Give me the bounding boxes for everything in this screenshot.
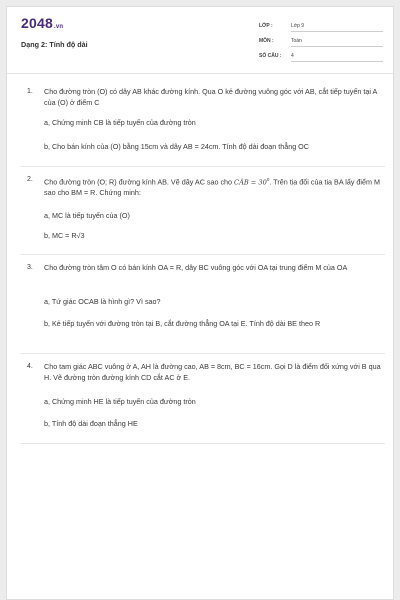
question-number: 3. xyxy=(27,264,33,271)
question-1-part-a: a, Chứng minh CB là tiếp tuyến của đường tròn xyxy=(44,118,196,127)
question-2-part-b: b, MC = R√3 xyxy=(44,231,85,240)
meta-label-subject: MÔN : xyxy=(259,38,274,44)
question-stem xyxy=(44,175,382,198)
angle-expression: CÂB = 30 xyxy=(234,178,267,187)
meta-label-count: SỐ CÂU : xyxy=(259,53,282,59)
question-2-part-a: a, MC là tiếp tuyến của (O) xyxy=(44,211,130,220)
question-3-part-a: a, Tứ giác OCAB là hình gì? Vì sao? xyxy=(44,297,161,306)
worksheet-title: Dạng 2: Tính độ dài xyxy=(21,40,88,49)
meta-row-class xyxy=(259,22,385,34)
logo-suffix: .vn xyxy=(53,24,64,30)
question-stem: Cho đường tròn (O) có dây AB khác đường kính. Qua O kẻ đường vuông góc với AB, cắt tiếp tuyến tại A của (O) ở điểm C xyxy=(44,87,377,107)
logo-text: 2048 xyxy=(21,15,53,31)
meta-value-subject: Toán xyxy=(291,38,383,47)
question-separator xyxy=(21,443,385,444)
question-number: 2. xyxy=(27,176,33,183)
question-number: 1. xyxy=(27,88,33,95)
stem-text-before: Cho đường tròn (O; R) đường kính AB. Vẽ dây AC sao cho xyxy=(44,177,235,187)
question-separator xyxy=(21,353,385,354)
meta-value-class: Lớp 9 xyxy=(291,23,383,32)
degree-superscript: 0 xyxy=(266,177,270,182)
question-stem: Cho đường tròn tâm O có bán kính OA = R, dây BC vuông góc với OA tại trung điểm M của OA xyxy=(44,263,348,272)
worksheet-header xyxy=(7,7,393,69)
question-separator xyxy=(21,166,385,167)
meta-label-class: LỚP : xyxy=(259,23,273,29)
meta-row-subject xyxy=(259,37,385,49)
question-stem: Cho tam giác ABC vuông ở A, AH là đường cao, AB = 8cm, BC = 16cm. Gọi D là điểm đối xứng với B qua H. Vẽ đường tròn đường kính CD cắt AC ở E. xyxy=(44,362,381,382)
header-divider xyxy=(7,73,393,74)
question-4-part-b: b, Tính độ dài đoạn thẳng HE xyxy=(44,419,138,428)
question-3-part-b: b, Kẻ tiếp tuyến với đường tròn tại B, cắt đường thẳng OA tại E. Tính độ dài BE theo R xyxy=(44,319,321,328)
meta-value-count: 4 xyxy=(291,53,383,62)
meta-row-count xyxy=(259,52,385,64)
question-separator xyxy=(21,254,385,255)
question-4-part-a: a, Chứng minh HE là tiếp tuyến của đường tròn xyxy=(44,397,196,406)
question-number: 4. xyxy=(27,363,33,370)
question-1-part-b: b, Cho bán kính của (O) bằng 15cm và dây AB = 24cm. Tính độ dài đoạn thẳng OC xyxy=(44,142,309,151)
stem-text-after: . Trên tia đối của tia BA lấy điểm M sao cho BM = R. Chứng minh: xyxy=(44,177,380,197)
site-logo[interactable] xyxy=(21,15,63,31)
worksheet-page xyxy=(6,6,394,600)
